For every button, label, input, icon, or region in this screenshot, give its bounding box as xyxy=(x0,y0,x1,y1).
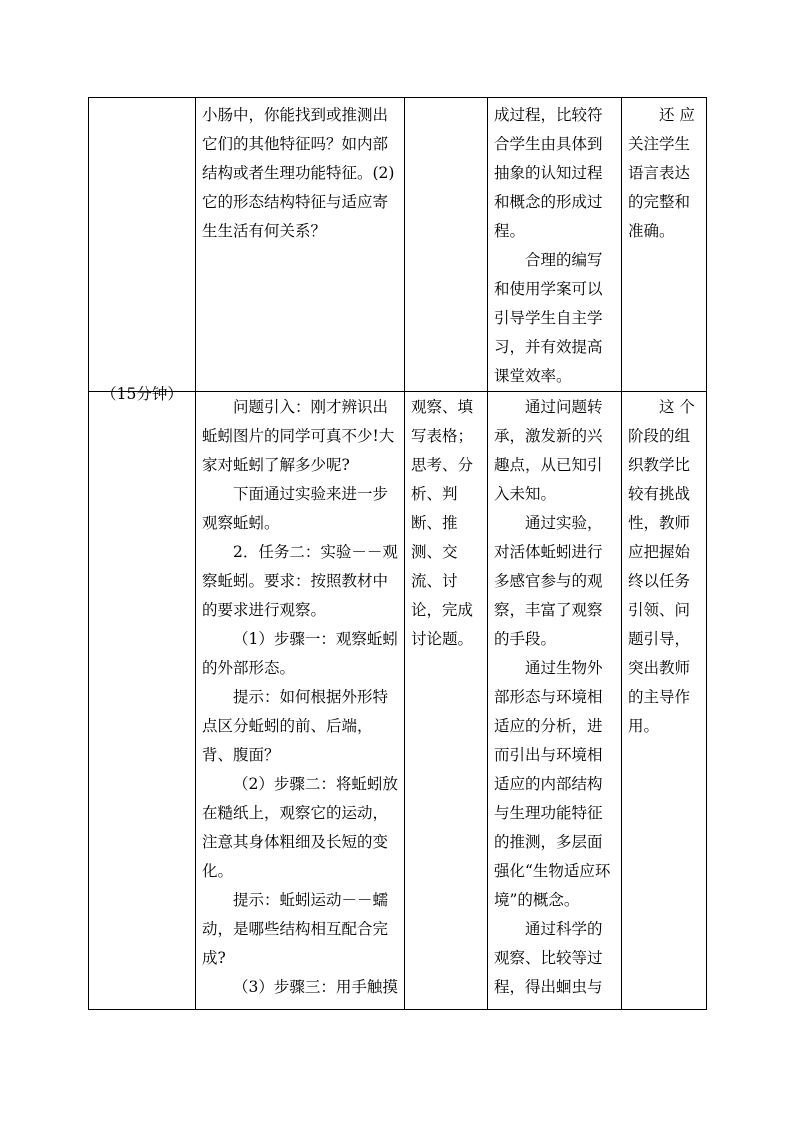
design-intent-text: 通过科学的观察、比较等过程，得出蛔虫与 xyxy=(494,920,603,996)
teacher-activity-text: （3）步骤三：用手触摸 xyxy=(233,978,398,996)
note-text: 还 应关注学生语言表达的完整和准确。 xyxy=(628,106,695,240)
note-text: 这 个阶段的组织教学比较有挑战性，教师应把握始终以任务引领、问题引导，突出教师的主导作用。 xyxy=(628,398,695,735)
student-activity-cell xyxy=(405,392,488,1010)
teacher-activity-text: 提示：如何根据外形特点区分蚯蚓的前、后端，背、腹面？ xyxy=(202,688,389,764)
teacher-activity-text: （2）步骤二：将蚯蚓放在糙纸上，观察它的运动，注意其身体粗细及长短的变化。 xyxy=(202,775,398,880)
lesson-plan-table xyxy=(88,97,707,1010)
teacher-activity-cell xyxy=(196,98,405,392)
student-activity-cell xyxy=(405,98,488,392)
teacher-activity-text: 问题引入：刚才辨识出蚯蚓图片的同学可真不少!大家对蚯蚓了解多少呢? xyxy=(202,398,395,474)
design-intent-text: 成过程，比较符合学生由具体到抽象的认知过程和概念的形成过程。 xyxy=(494,106,603,240)
teacher-activity-text: 下面通过实验来进一步观察蚯蚓。 xyxy=(202,485,389,532)
teacher-activity-text: 小肠中，你能找到或推测出它们的其他特征吗？如内部结构或者生理功能特征。(2)它的形态结构特征与适应寄生生活有何关系？ xyxy=(202,106,395,240)
design-intent-cell xyxy=(488,392,622,1010)
design-intent-text: 通过实验，对活体蚯蚓进行多感官参与的观察，丰富了观察的手段。 xyxy=(494,514,603,648)
time-cell xyxy=(89,385,196,1010)
teacher-activity-cell xyxy=(196,392,405,1010)
teacher-activity-text: （1）步骤一：观察蚯蚓的外部形态。 xyxy=(202,630,398,677)
design-intent-text: 通过生物外部形态与环境相适应的分析，进而引出与环境相适应的内部结构与生理功能特征的推测，多层面强化“生物适应环境”的概念。 xyxy=(494,659,611,909)
note-cell xyxy=(622,98,707,392)
time-label: （15分钟） xyxy=(101,385,183,403)
design-intent-text: 通过问题转承，激发新的兴趣点，从已知引入未知。 xyxy=(494,398,603,503)
design-intent-cell xyxy=(488,98,622,392)
teacher-activity-text: 提示：蚯蚓运动－－蠕动，是哪些结构相互配合完成? xyxy=(202,891,389,967)
time-cell xyxy=(89,98,196,392)
table-row xyxy=(89,392,707,1010)
table-row xyxy=(89,98,707,392)
note-cell xyxy=(622,392,707,1010)
design-intent-text: 合理的编写和使用学案可以引导学生自主学习，并有效提高课堂效率。 xyxy=(494,251,603,385)
teacher-activity-text: 2．任务二：实验－－观察蚯蚓。要求：按照教材中的要求进行观察。 xyxy=(202,543,398,619)
student-activity-text: 观察、填写表格；思考、分析、判断、推测、交流、讨论，完成讨论题。 xyxy=(411,398,474,648)
